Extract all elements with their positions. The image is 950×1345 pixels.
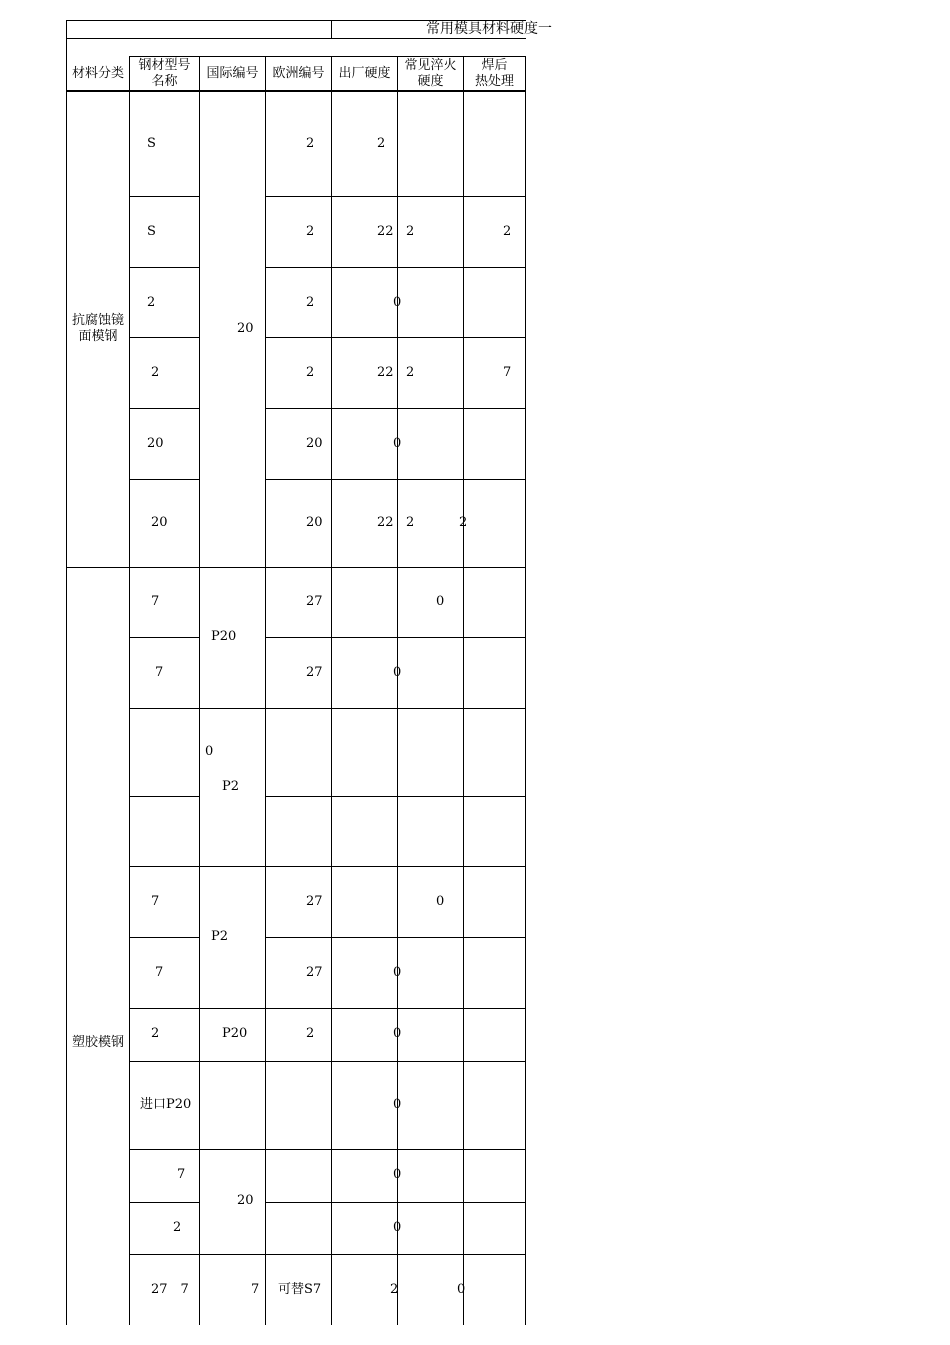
intl-cell: P20 bbox=[222, 1026, 248, 1041]
header-category: 材料分类 bbox=[71, 66, 124, 81]
grade-cell: 2 bbox=[151, 1026, 160, 1041]
grade-cell: 20 bbox=[147, 436, 164, 451]
intl-cell: 7 bbox=[251, 1282, 260, 1297]
row-line bbox=[130, 1061, 526, 1062]
quench-cell: 2 bbox=[406, 365, 415, 380]
eu-cell: 2 bbox=[306, 295, 315, 310]
factory-cell: 0 bbox=[393, 1097, 402, 1112]
eu-cell: 2 bbox=[306, 136, 315, 151]
factory-cell: 22 bbox=[377, 224, 394, 239]
col-line-0 bbox=[66, 20, 67, 1325]
row-line bbox=[266, 267, 526, 268]
row-line bbox=[266, 796, 526, 797]
header-intl: 国际编号 bbox=[206, 66, 259, 81]
factory-cell: 0 bbox=[393, 295, 402, 310]
row-line bbox=[130, 866, 526, 867]
header-grade-line2: 名称 bbox=[151, 74, 178, 89]
eu-cell: 2 bbox=[306, 1026, 315, 1041]
row-line bbox=[130, 796, 200, 797]
title-band-bottom bbox=[66, 38, 526, 39]
factory-cell: 0 bbox=[393, 1026, 402, 1041]
grade-cell: S bbox=[147, 136, 156, 151]
col-line-2 bbox=[199, 56, 200, 1325]
quench-cell: 0 bbox=[436, 894, 445, 909]
factory-cell: 22 bbox=[377, 515, 394, 530]
header-top-line bbox=[130, 56, 526, 57]
intl-cell: P2 bbox=[222, 779, 240, 794]
col-line-5 bbox=[397, 56, 398, 1325]
eu-cell: 27 bbox=[306, 594, 323, 609]
eu-cell: 可替S7 bbox=[278, 1282, 322, 1297]
header-weld-line1: 焊后 bbox=[481, 58, 508, 73]
col-line-3 bbox=[265, 56, 266, 1325]
weld-cell: 2 bbox=[503, 224, 512, 239]
grade-cell: 进口P20 bbox=[140, 1097, 192, 1112]
row-line bbox=[130, 937, 200, 938]
row-line bbox=[130, 267, 200, 268]
row-line bbox=[266, 637, 526, 638]
grade-cell: 2 bbox=[151, 365, 160, 380]
row-line bbox=[266, 196, 526, 197]
row-line bbox=[266, 1202, 526, 1203]
eu-cell: 27 bbox=[306, 665, 323, 680]
grade-cell: 27 7 bbox=[151, 1282, 189, 1297]
row-line bbox=[130, 408, 200, 409]
row-line bbox=[130, 479, 200, 480]
intl-cell: P20 bbox=[211, 629, 237, 644]
quench-cell: 2 bbox=[406, 224, 415, 239]
factory-cell: 0 bbox=[393, 1167, 402, 1182]
grade-cell: S bbox=[147, 224, 156, 239]
row-line bbox=[130, 1202, 200, 1203]
group-label-line2: 面模钢 bbox=[78, 329, 118, 344]
header-factory: 出厂硬度 bbox=[338, 66, 391, 81]
group-separator bbox=[66, 567, 526, 568]
quench-extra-cell: 2 bbox=[459, 515, 468, 530]
row-line bbox=[266, 408, 526, 409]
row-line bbox=[130, 637, 200, 638]
grade-cell: 7 bbox=[155, 665, 164, 680]
grade-cell: 20 bbox=[151, 515, 168, 530]
factory-cell: 2 bbox=[390, 1282, 399, 1297]
row-line bbox=[130, 708, 526, 709]
header-eu: 欧洲编号 bbox=[272, 66, 325, 81]
eu-cell: 2 bbox=[306, 365, 315, 380]
factory-cell: 22 bbox=[377, 365, 394, 380]
header-bottom-line bbox=[66, 90, 526, 92]
grade-cell: 7 bbox=[155, 965, 164, 980]
factory-cell: 2 bbox=[377, 136, 386, 151]
row-line bbox=[130, 1254, 526, 1255]
row-line bbox=[266, 479, 526, 480]
row-line bbox=[130, 337, 200, 338]
row-line bbox=[130, 1008, 526, 1009]
header-weld-line2: 热处理 bbox=[474, 74, 514, 89]
eu-cell: 20 bbox=[306, 515, 323, 530]
quench-cell: 0 bbox=[457, 1282, 466, 1297]
col-line-6 bbox=[463, 56, 464, 1325]
sheet-title: 常用模具材料硬度一 bbox=[426, 21, 552, 37]
intl-cell: 20 bbox=[237, 1193, 254, 1208]
row-line bbox=[130, 196, 200, 197]
group-label: 塑胶模钢 bbox=[71, 1035, 124, 1050]
intl-cell: 0 bbox=[205, 744, 214, 759]
group-label-line1: 抗腐蚀镜 bbox=[71, 313, 124, 328]
row-line bbox=[130, 1149, 526, 1150]
weld-cell: 7 bbox=[503, 365, 512, 380]
eu-cell: 27 bbox=[306, 965, 323, 980]
header-quench-line2: 硬度 bbox=[417, 74, 444, 89]
row-line bbox=[266, 937, 526, 938]
grade-cell: 7 bbox=[177, 1167, 186, 1182]
quench-cell: 2 bbox=[406, 515, 415, 530]
factory-cell: 0 bbox=[393, 1220, 402, 1235]
factory-cell: 0 bbox=[393, 965, 402, 980]
factory-cell: 0 bbox=[393, 665, 402, 680]
grade-cell: 7 bbox=[151, 594, 160, 609]
header-quench-line1: 常见淬火 bbox=[404, 58, 457, 73]
grade-cell: 7 bbox=[151, 894, 160, 909]
quench-cell: 0 bbox=[436, 594, 445, 609]
grade-cell: 2 bbox=[173, 1220, 182, 1235]
header-grade-line1: 钢材型号 bbox=[138, 58, 191, 73]
eu-cell: 20 bbox=[306, 436, 323, 451]
eu-cell: 2 bbox=[306, 224, 315, 239]
factory-cell: 0 bbox=[393, 436, 402, 451]
intl-cell: 20 bbox=[237, 321, 254, 336]
intl-cell: P2 bbox=[211, 929, 229, 944]
col-line-7 bbox=[525, 56, 526, 1325]
row-line bbox=[266, 337, 526, 338]
grade-cell: 2 bbox=[147, 295, 156, 310]
col-line-1 bbox=[129, 56, 130, 1325]
eu-cell: 27 bbox=[306, 894, 323, 909]
col-line-4 bbox=[331, 56, 332, 1325]
